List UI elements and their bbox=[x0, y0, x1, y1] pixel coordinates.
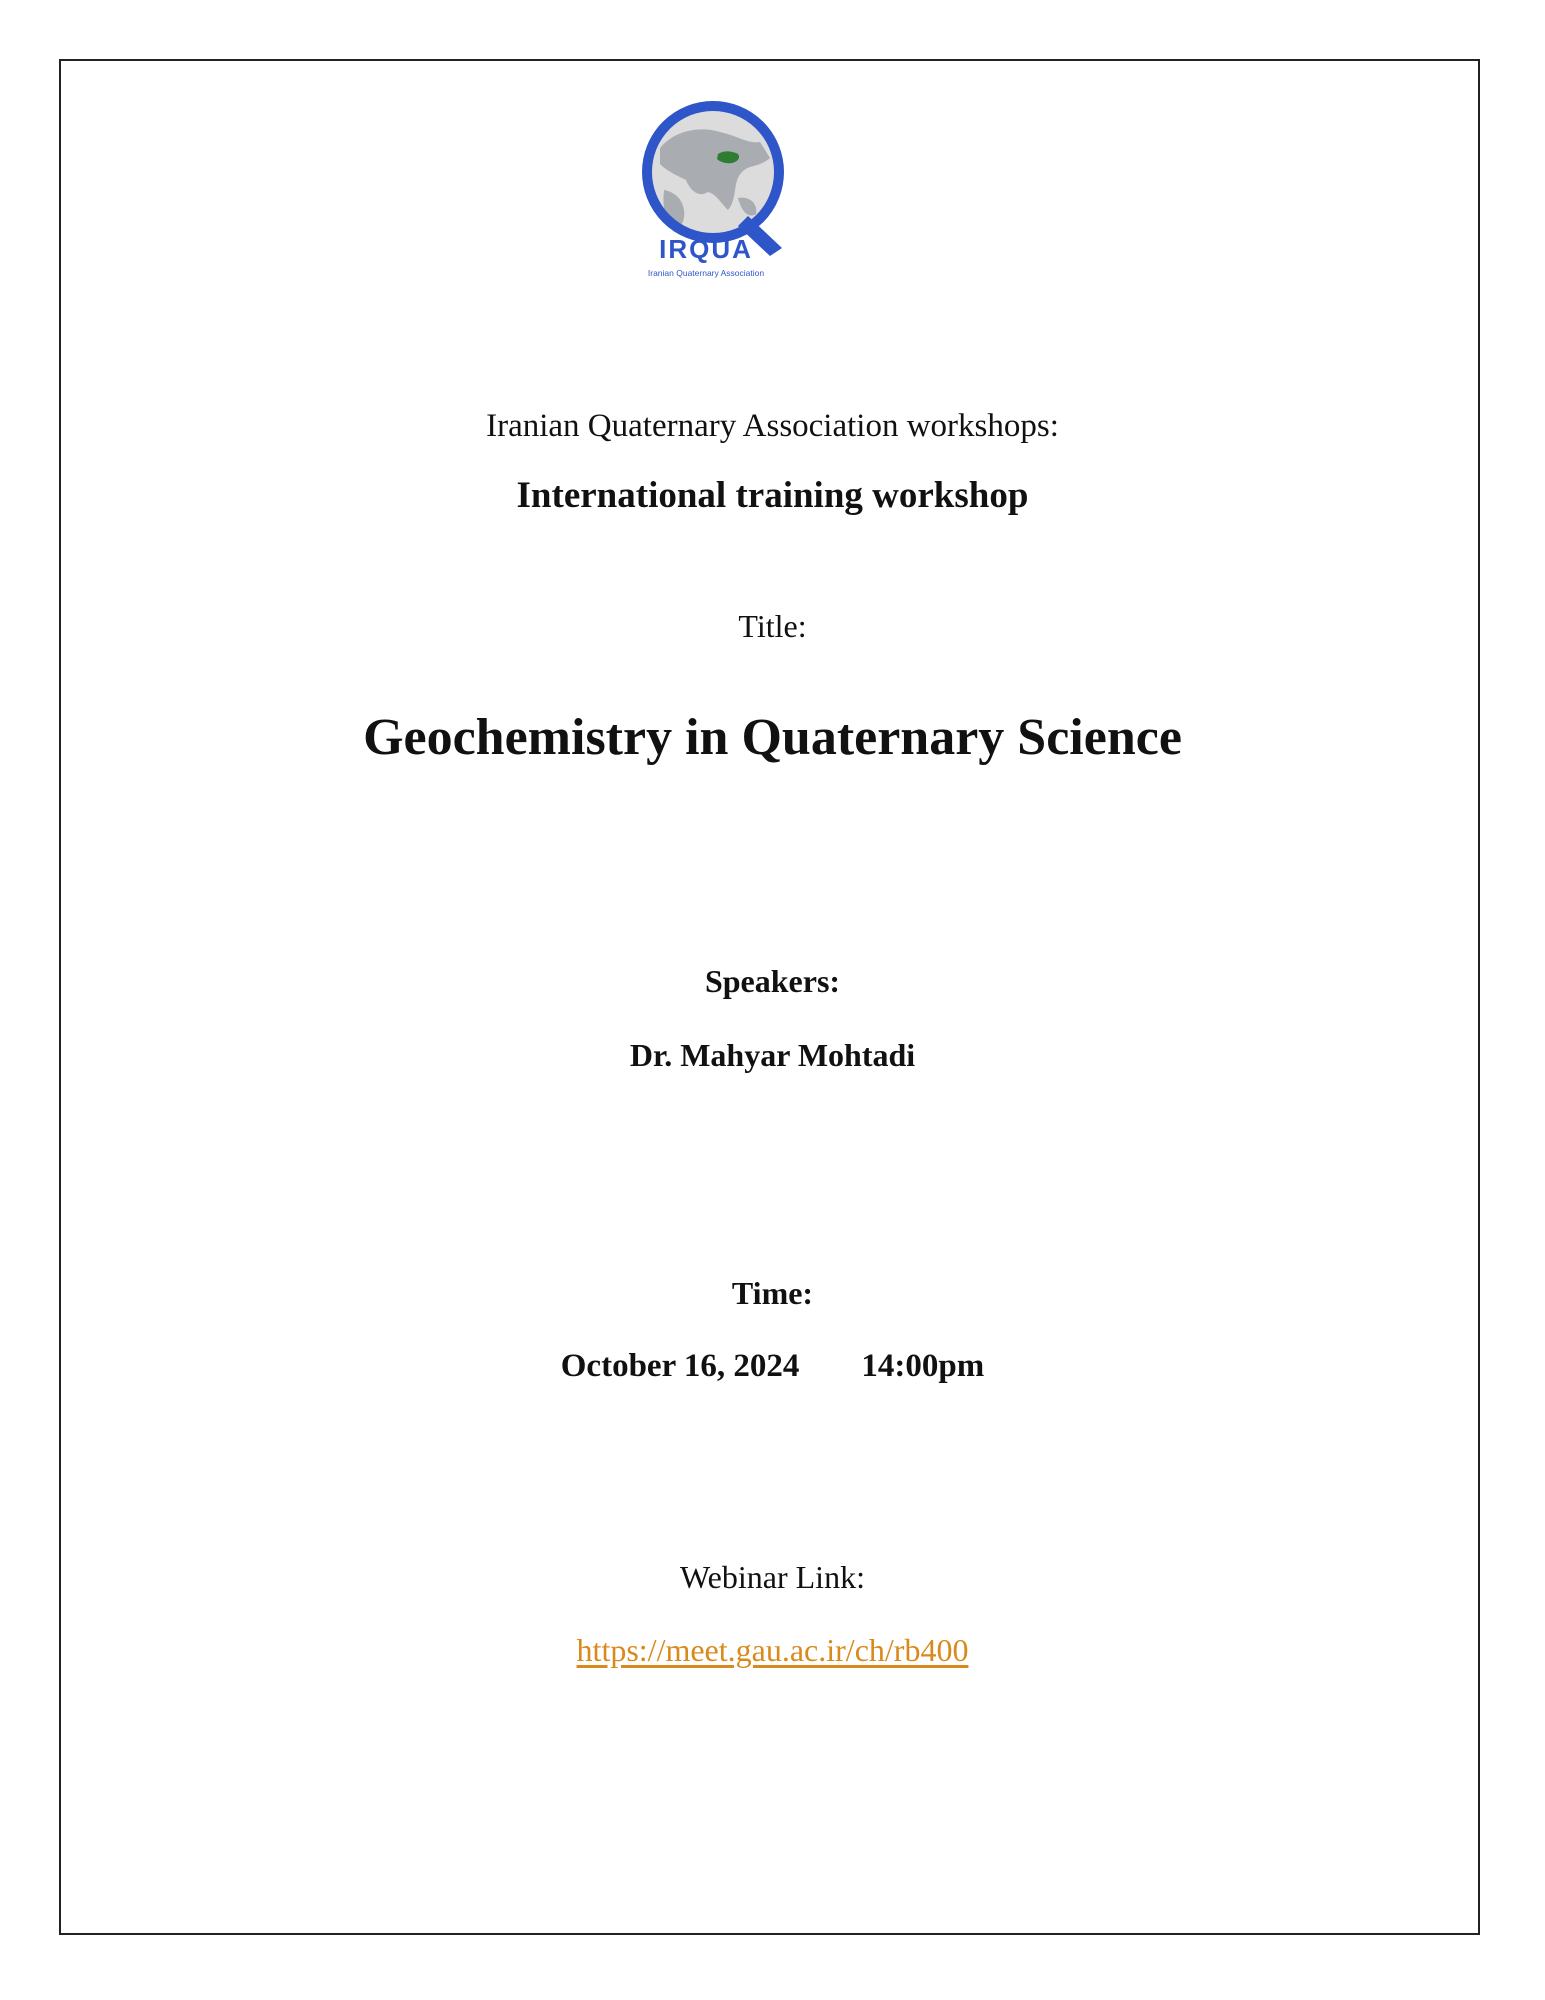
webinar-link-row bbox=[0, 1632, 1545, 1669]
time-label: Time: bbox=[731, 1275, 814, 1311]
speaker-name: Dr. Mahyar Mohtadi bbox=[629, 1037, 916, 1073]
workshop-series-heading: Iranian Quaternary Association workshops: bbox=[486, 408, 1059, 444]
webinar-link[interactable]: https://meet.gau.ac.ir/ch/rb400 bbox=[576, 1632, 969, 1668]
title-label: Title: bbox=[738, 608, 807, 644]
event-hour: 14:00pm bbox=[861, 1348, 985, 1384]
logo-full-name: Iranian Quaternary Association bbox=[647, 268, 765, 278]
logo-acronym: IRQUA bbox=[659, 234, 753, 264]
event-date-time bbox=[0, 1348, 1545, 1385]
event-date: October 16, 2024 bbox=[560, 1348, 800, 1384]
page-title: Geochemistry in Quaternary Science bbox=[363, 709, 1182, 766]
speakers-label: Speakers: bbox=[704, 963, 841, 999]
webinar-label: Webinar Link: bbox=[680, 1559, 865, 1595]
workshop-subtitle: International training workshop bbox=[516, 475, 1029, 516]
irqua-logo bbox=[620, 98, 820, 288]
